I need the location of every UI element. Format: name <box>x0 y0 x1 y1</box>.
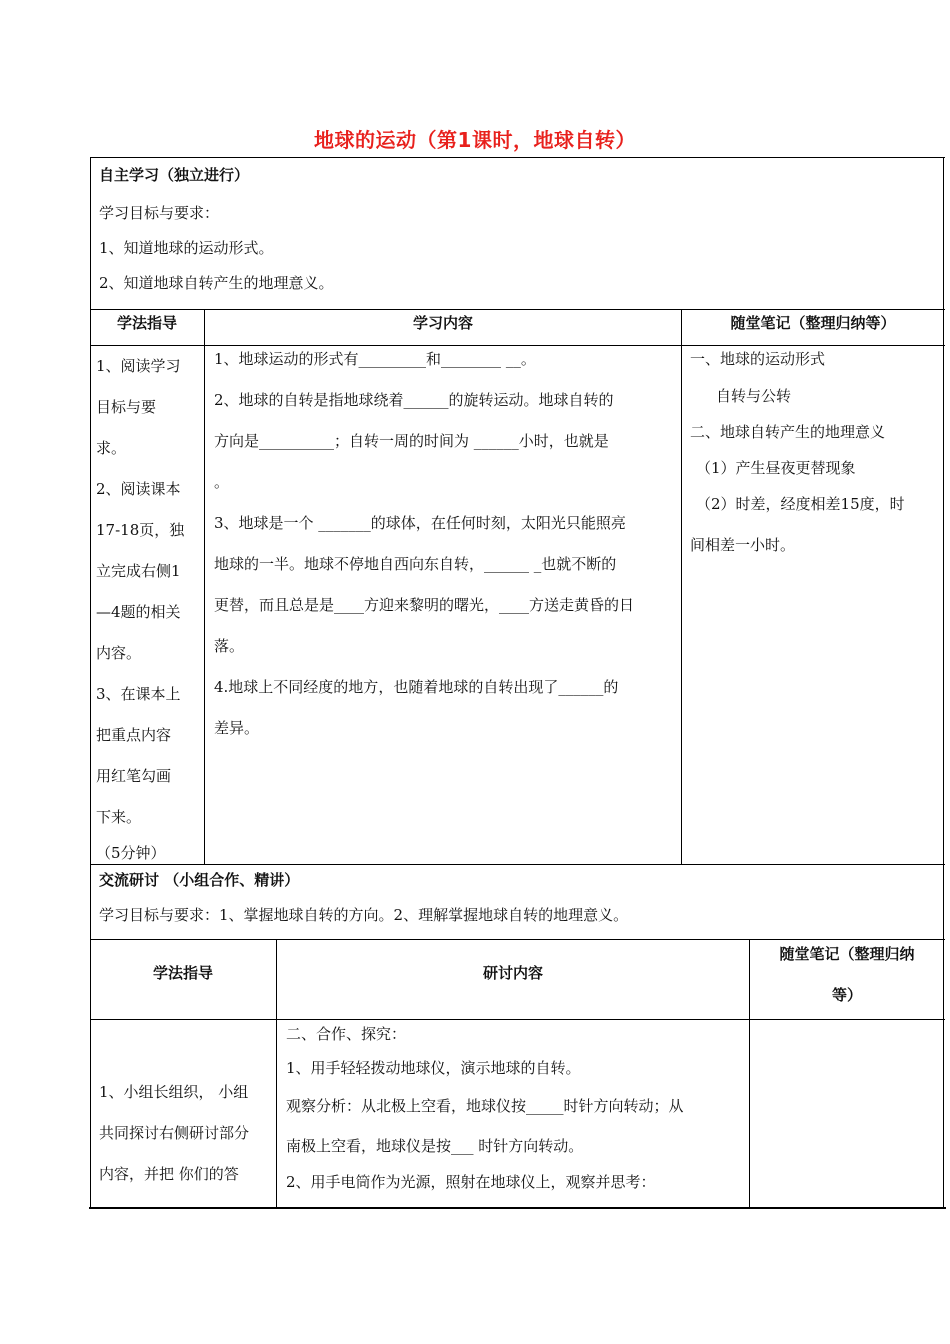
discussion-line: 1、用手轻轻拨动地球仪，演示地球的自转。 <box>286 1059 581 1077</box>
method-line: 3、在课本上 <box>96 685 181 703</box>
column-divider <box>681 309 682 865</box>
content-line: 落。 <box>214 637 245 655</box>
header-notes: 随堂笔记（整理归纳等） <box>730 314 896 332</box>
column-divider <box>749 939 750 1208</box>
notes-line: （2）时差，经度相差15度，时 <box>696 495 905 513</box>
method-line: 内容，并把 你们的答 <box>99 1165 239 1183</box>
method-line: 把重点内容 <box>96 726 172 744</box>
discussion-line: 2、用手电筒作为光源，照射在地球仪上，观察并思考： <box>286 1173 656 1191</box>
method-line: 1、小组长组织， 小组 <box>99 1083 249 1101</box>
table-top-border <box>90 157 945 158</box>
page-title: 地球的运动（第1课时，地球自转） <box>314 128 636 152</box>
notes-line: （1）产生昼夜更替现象 <box>696 459 856 477</box>
method-line: 2、阅读课本 <box>96 480 181 498</box>
header-method: 学法指导 <box>116 314 177 332</box>
method-line: （5分钟） <box>96 844 166 862</box>
column-divider <box>204 309 205 865</box>
divider <box>90 864 945 865</box>
method-line: 目标与要 <box>96 398 157 416</box>
content-line: 4.地球上不同经度的地方，也随着地球的自转出现了______的 <box>214 678 619 696</box>
method-column <box>96 346 196 868</box>
divider <box>90 939 945 940</box>
content-line: 2、地球的自转是指地球绕着______的旋转运动。地球自转的 <box>214 391 614 409</box>
discussion-line: 南极上空看，地球仪是按___ 时针方向转动。 <box>286 1137 584 1155</box>
method-line: 17-18页，独 <box>96 521 185 539</box>
content-line: 地球的一半。地球不停地自西向东自转，______ _也就不断的 <box>214 555 617 573</box>
discussion-line: 观察分析：从北极上空看，地球仪按_____时针方向转动；从 <box>286 1097 684 1115</box>
method-line: 共同探讨右侧研讨部分 <box>99 1124 250 1142</box>
header-notes: 随堂笔记（整理归纳 <box>779 945 915 963</box>
notes-line: 一、地球的运动形式 <box>690 350 826 368</box>
method-line: —4题的相关 <box>96 603 181 621</box>
header-discussion: 研讨内容 <box>482 964 543 982</box>
method-line: 下来。 <box>96 808 142 826</box>
table-bottom-border <box>89 1207 946 1209</box>
section2-heading: 交流研讨 （小组合作、精讲） <box>99 871 300 889</box>
divider <box>90 1019 945 1020</box>
notes-line: 间相差一小时。 <box>690 536 796 554</box>
header-method: 学法指导 <box>152 964 213 982</box>
content-column <box>214 339 676 749</box>
notes-line: 自转与公转 <box>716 387 792 405</box>
section1-heading: 自主学习（独立进行） <box>99 166 250 184</box>
content-line: 1、地球运动的形式有_________和________ __。 <box>214 350 536 368</box>
notes-line: 二、地球自转产生的地理意义 <box>690 423 886 441</box>
method-line: 1、阅读学习 <box>96 357 181 375</box>
section1-goal-1: 1、知道地球的运动形式。 <box>99 239 274 257</box>
content-line: 方向是__________；自转一周的时间为 ______小时，也就是 <box>214 432 609 450</box>
content-line: 差异。 <box>214 719 260 737</box>
section1-goal-2: 2、知道地球自转产生的地理意义。 <box>99 274 334 292</box>
method-line: 立完成右侧1 <box>96 562 181 580</box>
method-line: 内容。 <box>96 644 142 662</box>
method-line: 求。 <box>96 439 127 457</box>
content-line: 更替，而且总是是____方迎来黎明的曙光，____方送走黄昏的日 <box>214 596 635 614</box>
header-notes-cont: 等） <box>831 986 862 1004</box>
content-line: 3、地球是一个 _______的球体，在任何时刻，太阳光只能照亮 <box>214 514 626 532</box>
discussion-line: 二、合作、探究： <box>286 1025 407 1043</box>
section1-goals-label: 学习目标与要求： <box>99 204 220 222</box>
divider <box>90 309 945 310</box>
method-line: 用红笔勾画 <box>96 767 172 785</box>
section2-goals: 学习目标与要求：1、掌握地球自转的方向。2、理解掌握地球自转的地理意义。 <box>99 906 629 924</box>
content-line: 。 <box>214 473 230 491</box>
header-content: 学习内容 <box>412 314 473 332</box>
